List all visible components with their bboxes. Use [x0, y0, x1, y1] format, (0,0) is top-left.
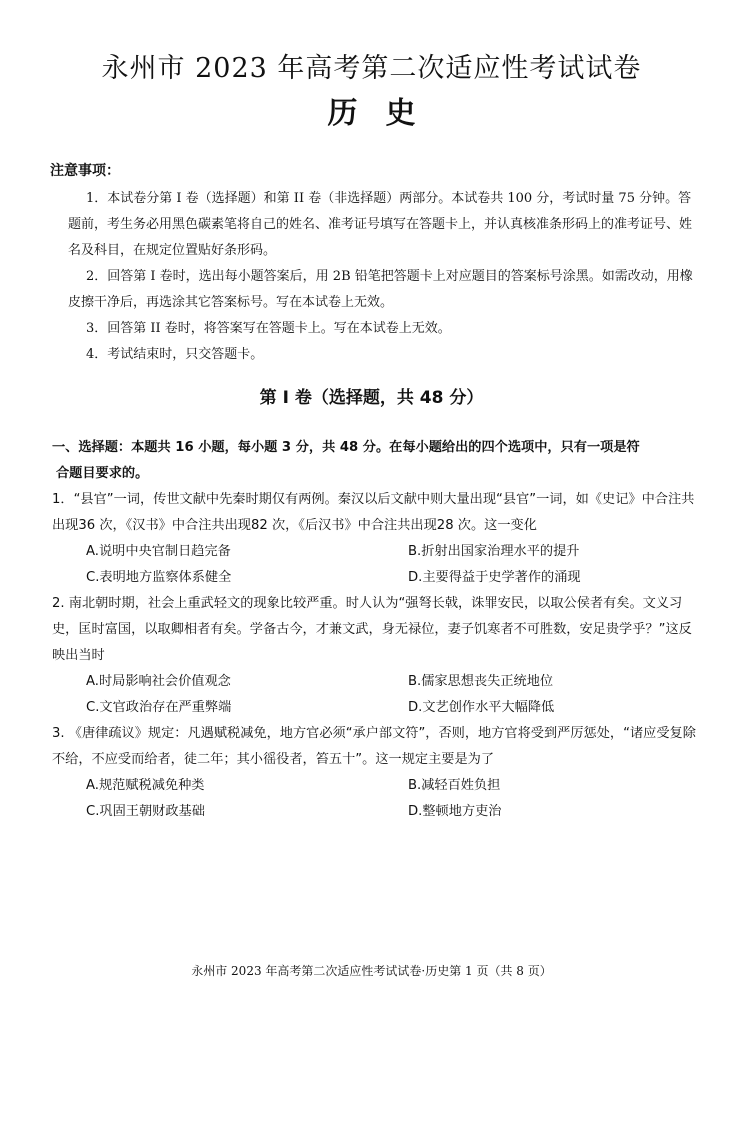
subject-title: 历史 [327, 96, 444, 131]
exam-title: 永州市 2023 年高考第二次适应性考试试卷 [101, 53, 642, 84]
question-1-stem: 1．“县官”一词，传世文献中先秦时期仅有两例。秦汉以后文献中则大量出现“县官”一词，如《史记》中合注共出现36 次，《汉书》中合注共出现82 次，《后汉书》中合注共出现28 次。这一变化 [52, 492, 695, 533]
question-2-options [52, 669, 702, 721]
question-3-option-c: C.巩固王朝财政基础 [86, 804, 205, 819]
questions-area [52, 435, 702, 825]
page-footer: 永州市 2023 年高考第二次适应性考试试卷·历史第 1 页（共 8 页） [191, 964, 552, 978]
question-1-options [52, 539, 702, 591]
question-1-option-b: B.折射出国家治理水平的提升 [408, 544, 580, 559]
note-item-4: 4．考试结束时，只交答题卡。 [86, 347, 264, 362]
question-3-option-d: D.整顿地方吏治 [408, 804, 502, 819]
note-item-1: 1．本试卷分第 I 卷（选择题）和第 II 卷（非选择题）两部分。本试卷共 100 分，考试时量 75 分钟。答题前，考生务必用黑色碳素笔将自己的姓名、准考证号填写在答题卡上，并认真核准条形码上的准考证号、姓名及科目，在规定位置贴好条形码。 [68, 191, 693, 258]
instructions-line-1: 一、选择题：本题共 16 小题，每小题 3 分，共 48 分。在每小题给出的四个选项中，只有一项是符 [52, 440, 640, 455]
question-3-option-b: B.减轻百姓负担 [408, 778, 501, 793]
question-3-stem: 3. 《唐律疏议》规定：凡遇赋税减免，地方官必须“承户部文符”，否则，地方官将受到严厉惩处，“诸应受复除不给，不应受而给者，徒二年；其小徭役者，笞五十”。这一规定主要是为了 [52, 726, 696, 767]
notes-heading: 注意事项： [50, 163, 120, 179]
question-2-option-d: D.文艺创作水平大幅降低 [408, 700, 555, 715]
question-1-option-d: D.主要得益于史学著作的涌现 [408, 570, 581, 585]
note-item-3: 3．回答第 II 卷时，将答案写在答题卡上。写在本试卷上无效。 [86, 321, 451, 336]
section-instructions [52, 435, 702, 487]
question-2-stem: 2. 南北朝时期，社会上重武轻文的现象比较严重。时人认为“强弩长戟，诛罪安民，以取公侯者有矣。文义习史，匡时富国，以取卿相者有矣。学备古今，才兼文武，身无禄位，妻子饥寒者不可胜数，安足贵学乎？”这反映出当时 [52, 596, 692, 663]
question-1-option-c: C.表明地方监察体系健全 [86, 570, 232, 585]
question-1-option-a: A.说明中央官制日趋完备 [86, 544, 231, 559]
question-3-options [52, 773, 702, 825]
instructions-line-2: 合题目要求的。 [56, 466, 149, 481]
question-3-option-a: A.规范赋税减免种类 [86, 778, 205, 793]
question-2-option-b: B.儒家思想丧失正统地位 [408, 674, 554, 689]
question-2-option-c: C.文官政治存在严重弊端 [86, 700, 232, 715]
section-title: 第 I 卷（选择题，共 48 分） [259, 388, 484, 408]
note-item-2: 2．回答第 I 卷时，选出每小题答案后，用 2B 铅笔把答题卡上对应题目的答案标号涂黑。如需改动，用橡皮擦干净后，再选涂其它答案标号。写在本试卷上无效。 [68, 269, 693, 310]
question-2-option-a: A.时局影响社会价值观念 [86, 674, 231, 689]
notes-list [68, 186, 698, 368]
